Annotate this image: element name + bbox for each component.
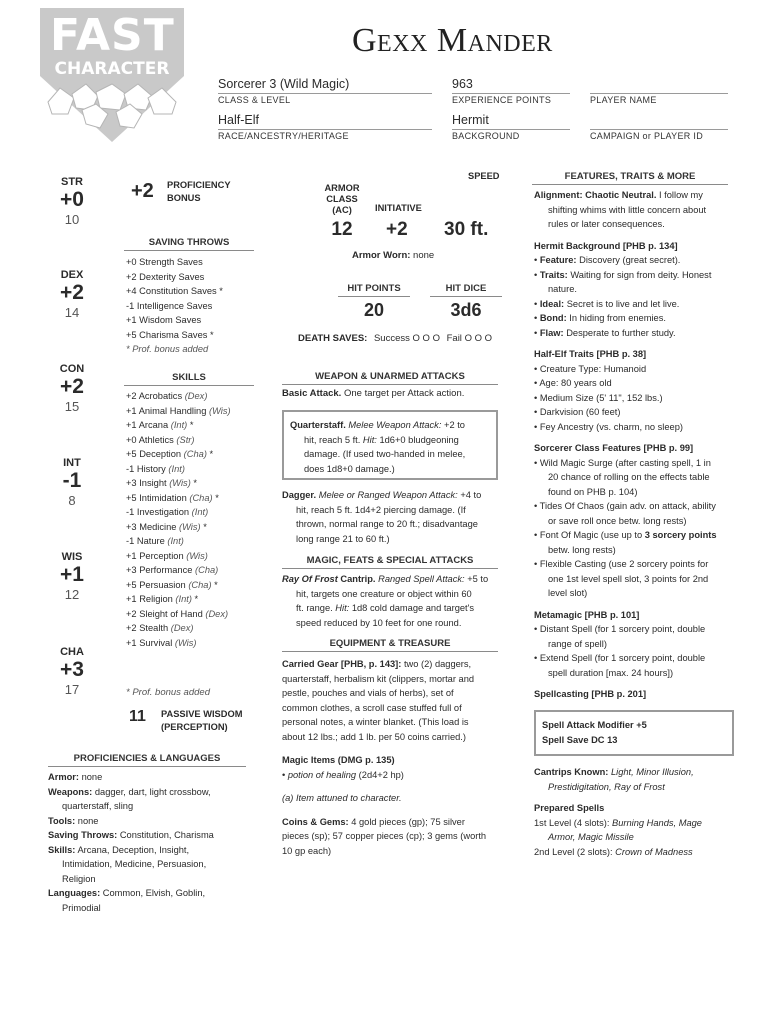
level1-spells: Armor, Magic Missile xyxy=(548,832,634,842)
saving-throws-note: * Prof. bonus added xyxy=(126,344,209,354)
ideal-text: Secret is to live and let live. xyxy=(566,298,680,309)
languages-value: Common, Elvish, Goblin, xyxy=(102,888,206,898)
dagger-text: hit, reach 5 ft. 1d4+2 piercing damage. (If xyxy=(296,504,466,515)
ability-score: 15 xyxy=(64,399,80,414)
death-saves xyxy=(298,332,492,347)
character-name: Gexx Mander xyxy=(352,22,553,59)
half-elf-trait: Fey Ancestry (vs. charm, no sleep) xyxy=(539,421,683,432)
skills-header: SKILLS xyxy=(124,372,254,386)
skill-row xyxy=(126,607,231,622)
ability-name: STR xyxy=(61,176,83,188)
basic-attack xyxy=(282,387,502,402)
skill-value: +2 xyxy=(126,391,137,401)
traits-text: Waiting for sign from deity. Honest xyxy=(570,269,712,280)
feature-text: Discovery (great secret). xyxy=(579,255,681,265)
skill-name: Arcana xyxy=(138,420,169,430)
skill-name: Stealth xyxy=(139,623,169,633)
ac-label-1: ARMOR xyxy=(324,183,360,193)
carried-gear-text: pestle, pouches and vials of herbs), set of xyxy=(282,688,454,698)
skill-value: +1 xyxy=(126,550,137,561)
saving-throw-item: +4 Constitution Saves * xyxy=(126,286,223,296)
skill-ability: (Int) xyxy=(170,420,188,430)
race-label: RACE/ANCESTRY/HERITAGE xyxy=(218,131,349,141)
ac-label-3: (AC) xyxy=(332,205,352,215)
skill-ability: (Wis) xyxy=(208,405,231,416)
ray-of-frost-text: 1d8 cold damage and target's xyxy=(351,603,475,613)
skill-row xyxy=(126,636,231,651)
hermit-background-title: Hermit Background [PHB p. 134] xyxy=(534,240,678,251)
ability-name: WIS xyxy=(61,551,83,563)
skill-value: +3 xyxy=(126,478,137,488)
campaign-label: CAMPAIGN or PLAYER ID xyxy=(590,131,703,141)
coins-text: pieces (sp); 57 copper pieces (cp); 3 gems (worth xyxy=(282,831,487,841)
level2-spells: Crown of Madness xyxy=(615,846,693,857)
alignment-text: shifting whims with little concern about xyxy=(548,204,707,215)
skill-value: +2 xyxy=(126,608,137,619)
ability-name: CON xyxy=(59,363,85,375)
skills-note: * Prof. bonus added xyxy=(126,687,210,698)
skill-ability: (Int) xyxy=(175,594,192,604)
death-success-label: Success xyxy=(373,333,410,344)
quarterstaff-title: Quarterstaff. xyxy=(290,420,346,430)
quarterstaff-text: +2 to xyxy=(444,420,465,430)
cantrips-list: Prestidigitation, Ray of Frost xyxy=(548,781,665,792)
saving-prof-label: Saving Throws: xyxy=(48,830,118,840)
metamagic-item: range of spell) xyxy=(548,638,607,649)
ray-of-frost-hit: Hit: xyxy=(335,603,350,613)
skill-proficient: * xyxy=(194,594,199,604)
skill-ability: (Int) xyxy=(167,536,184,546)
quarterstaff-text: does 1d8+0 damage.) xyxy=(304,463,395,474)
equipment-list: Carried Gear [PHB, p. 143]: two (2) daggers, quarterstaff, herbalism kit (clippers, mortar and pestle, pouches and vials of herbs), set of common clothes, a scroll case stuffed full of personal notes, a winter blanket. (This load is about 12 lbs.; add 1 lb. per 50 coins carried.) Magic Items (DMG p. 135) • potion of healing (2d4+2 hp) (a) Item attuned to character. Coins & Gems: 4 gold pieces (gp); 75 silver pieces (sp); 57 copper pieces (cp); 3 gems (worth 10 gp each) xyxy=(282,657,502,858)
skill-name: Acrobatics xyxy=(138,391,183,401)
skill-value: +1 xyxy=(126,420,137,430)
passive-wisdom-label-2: (PERCEPTION) xyxy=(161,722,228,732)
proficiency-bonus-label-1: PROFICIENCY xyxy=(167,180,231,190)
sorcerer-feature: Tides Of Chaos (gain adv. on attack, ability xyxy=(539,501,716,511)
skill-value: +2 xyxy=(126,623,137,633)
level1-spells: Burning Hands, Mage xyxy=(612,817,702,828)
skills-prof-label: Skills: xyxy=(48,844,76,855)
skill-proficient: * xyxy=(214,579,218,590)
level1-label: 1st Level (4 slots): xyxy=(534,817,610,828)
coins-text: 10 gp each) xyxy=(282,845,332,856)
skill-value: +1 xyxy=(126,637,137,648)
armor-prof-value: none xyxy=(81,772,103,782)
cantrips-label: Cantrips Known: xyxy=(534,767,609,777)
flaw-label: Flaw: xyxy=(539,327,564,338)
skill-row xyxy=(126,549,231,564)
skill-ability: (Dex) xyxy=(170,623,194,633)
skill-value: +5 xyxy=(126,449,137,459)
hit-points-label: HIT POINTS xyxy=(338,283,410,297)
passive-wisdom-value: 11 xyxy=(129,708,146,725)
proficiency-bonus-value: +2 xyxy=(131,180,154,202)
features-list: Alignment: Chaotic Neutral. I follow my shifting whims with little concern about rules or later consequences. Hermit Background [PHB p. 134] • Feature: Discovery (great secret). • Traits: Waiting for sign from deity. Honest nature. • Ideal: Secret is to live and let live. • Bond: In hiding from enemies. • Flaw: Desperate to further study. Half-Elf Traits [PHB p. 38] • Creature Type: Humanoid • Age: 80 years old • Medium Size (5' 11", 152 lbs.) • Darkvision (60 feet) • Fey Ancestry (vs. charm, no sleep) Sorcerer Class Features [PHB p. 99] • Wild Magic Surge (after casting spell, 1 in 20 chance of rolling on the effects table found on PHB p. 104) • Tides Of Chaos (gain adv. on attack, ability or save roll once betw. long rests) • Font Of Magic (use up to 3 sorcery points betw. long rests) • Flexible Casting (use 2 sorcery points for one 1st level spell slot, 3 points for 2nd level slot) Metamagic [PHB p. 101] • Distant Spell (for 1 sorcery point, double range of spell) • Extend Spell (for 1 sorcery point, double spell duration [max. 24 hours]) Spellcasting [PHB p. 201] xyxy=(534,188,734,702)
skills-list xyxy=(126,389,231,650)
skill-row xyxy=(126,621,231,636)
ability-score: 14 xyxy=(64,305,80,320)
dagger-text: +4 to xyxy=(460,490,482,500)
skill-name: Perception xyxy=(139,550,184,561)
metamagic-item: Extend Spell (for 1 sorcery point, double xyxy=(539,653,706,663)
attuned-note: (a) Item attuned to character. xyxy=(282,793,402,803)
passive-wisdom-label-1: PASSIVE WISDOM xyxy=(161,709,243,719)
fast-character-logo xyxy=(38,6,186,146)
skill-ability: (Str) xyxy=(176,434,195,445)
spell-attack-modifier: Spell Attack Modifier +5 xyxy=(542,720,647,730)
ability-score: 12 xyxy=(64,587,80,602)
ability-int xyxy=(46,457,98,508)
skills-prof-value-2: Intimidation, Medicine, Persuasion, xyxy=(62,859,207,869)
skill-ability: (Dex) xyxy=(205,608,229,619)
dagger-type: Melee or Ranged Weapon Attack: xyxy=(318,490,458,500)
dagger-attack xyxy=(282,488,502,546)
skill-row xyxy=(126,491,231,506)
skill-proficient: * xyxy=(203,521,207,532)
skill-value: -1 xyxy=(126,463,135,474)
armor-prof-label: Armor: xyxy=(48,772,79,782)
skill-name: Intimidation xyxy=(139,492,187,503)
skill-proficient: * xyxy=(189,420,194,430)
bond-label: Bond: xyxy=(539,313,567,323)
spells-list xyxy=(534,765,734,859)
armor-worn-value: none xyxy=(413,250,435,261)
languages-label: Languages: xyxy=(48,888,101,898)
sorcerer-feature: 20 chance of rolling on the effects table xyxy=(548,472,710,482)
skill-row xyxy=(126,447,231,462)
skill-ability: (Cha) xyxy=(195,565,219,575)
proficiencies-list xyxy=(48,770,248,915)
traits-text: nature. xyxy=(548,284,577,294)
sorcerer-feature: or save roll once betw. long rests) xyxy=(548,515,687,526)
death-fail-circles[interactable]: O O O xyxy=(464,333,493,344)
dagger-text: long range 21 to 60 ft.) xyxy=(296,533,390,544)
ability-score: 17 xyxy=(64,682,80,697)
speed-value: 30 ft. xyxy=(444,219,489,240)
sorcerer-feature: Wild Magic Surge (after casting spell, 1 in xyxy=(539,457,711,468)
skill-row xyxy=(126,592,231,607)
level2-label: 2nd Level (2 slots): xyxy=(534,846,613,857)
ability-wis xyxy=(46,551,98,602)
sorcerer-feature: one 1st level spell slot, 3 points for 2nd xyxy=(548,573,709,584)
traits-label: Traits: xyxy=(539,269,568,280)
spell-save-dc: Spell Save DC 13 xyxy=(542,734,618,745)
skill-name: Nature xyxy=(136,536,165,546)
xp-value: 963 xyxy=(452,77,473,91)
ability-modifier: +3 xyxy=(60,658,84,681)
saving-throws-list xyxy=(126,255,223,357)
skill-name: History xyxy=(136,463,166,474)
half-elf-trait: Medium Size (5' 11", 152 lbs.) xyxy=(539,392,663,403)
equipment-header: EQUIPMENT & TREASURE xyxy=(282,638,498,652)
skill-value: +1 xyxy=(126,594,137,604)
ray-of-frost-text: ft. range. xyxy=(296,603,333,613)
skill-proficient: * xyxy=(209,449,214,459)
carried-gear-text: about 12 lbs.; add 1 lb. per 50 coins carried.) xyxy=(282,731,466,742)
quarterstaff-text: 1d6+0 bludgeoning xyxy=(379,434,459,445)
ray-of-frost-text: +5 to xyxy=(467,574,489,584)
tools-prof-label: Tools: xyxy=(48,815,76,826)
skill-row xyxy=(126,476,231,491)
skill-value: +3 xyxy=(126,565,137,575)
carried-gear-label: Carried Gear [PHB, p. 143]: xyxy=(282,659,402,669)
initiative-label: INITIATIVE xyxy=(375,203,422,213)
alignment-text: rules or later consequences. xyxy=(548,219,665,229)
ability-name: INT xyxy=(63,457,81,469)
coins-label: Coins & Gems: xyxy=(282,816,349,827)
dagger-text: thrown, normal range to 20 ft.; disadvantage xyxy=(296,519,478,529)
ability-name: DEX xyxy=(60,269,84,281)
ability-dex xyxy=(46,269,98,320)
skill-ability: (Cha) xyxy=(189,492,213,503)
saving-throws-header: SAVING THROWS xyxy=(124,237,254,251)
dagger-title: Dagger. xyxy=(282,490,317,500)
half-elf-trait: Creature Type: Humanoid xyxy=(539,363,647,374)
skill-row xyxy=(126,418,231,433)
logo-fast-text: FAST xyxy=(50,10,175,61)
player-name-label: PLAYER NAME xyxy=(590,95,657,105)
saving-throw-item: -1 Intelligence Saves xyxy=(126,300,213,311)
ray-of-frost-title: Ray Of Frost xyxy=(282,574,338,584)
basic-attack-label: Basic Attack. xyxy=(282,388,342,399)
skill-value: +5 xyxy=(126,579,137,590)
sorcerer-features-title: Sorcerer Class Features [PHB p. 99] xyxy=(534,443,694,453)
skill-value: +5 xyxy=(126,492,137,503)
ability-str xyxy=(46,176,98,227)
skill-value: +1 xyxy=(126,405,137,416)
logo-character-text: CHARACTER xyxy=(54,59,170,79)
saving-throw-item: +2 Dexterity Saves xyxy=(126,271,205,282)
magic-item-name: potion of healing xyxy=(287,769,357,780)
background-value: Hermit xyxy=(452,113,489,127)
skill-ability: (Wis) xyxy=(169,478,191,488)
skill-ability: (Dex) xyxy=(184,391,208,401)
sorcery-points: 3 sorcery points xyxy=(644,530,717,540)
skill-ability: (Wis) xyxy=(186,550,208,561)
skill-row xyxy=(126,578,231,593)
skill-name: Medicine xyxy=(139,521,177,532)
proficiency-bonus-label-2: BONUS xyxy=(167,193,201,203)
flaw-text: Desperate to further study. xyxy=(566,327,676,338)
skill-ability: (Cha) xyxy=(188,579,212,590)
ac-label-2: CLASS xyxy=(326,194,358,204)
weapons-prof-value: dagger, dart, light crossbow, xyxy=(94,786,211,797)
quarterstaff-attack xyxy=(290,418,494,476)
armor-worn xyxy=(352,249,434,264)
bond-text: In hiding from enemies. xyxy=(569,313,666,323)
ability-modifier: +1 xyxy=(60,563,84,586)
ray-of-frost-text: speed reduced by 10 feet for one round. xyxy=(296,617,462,628)
skill-row xyxy=(126,462,231,477)
skill-proficient: * xyxy=(193,478,198,488)
class-level-label: CLASS & LEVEL xyxy=(218,95,291,105)
skill-ability: (Wis) xyxy=(179,521,201,532)
sorcerer-feature: found on PHB p. 104) xyxy=(548,486,638,497)
alignment-label: Alignment: Chaotic Neutral. xyxy=(534,190,657,200)
skill-row xyxy=(126,505,231,520)
skills-prof-value: Arcana, Deception, Insight, xyxy=(77,844,190,855)
coins-text: 4 gold pieces (gp); 75 silver xyxy=(351,816,465,827)
magic-items-label: Magic Items (DMG p. 135) xyxy=(282,755,395,765)
ability-score: 10 xyxy=(64,212,80,227)
skill-row xyxy=(126,520,231,535)
skill-row xyxy=(126,534,231,549)
carried-gear-text: two (2) daggers, xyxy=(403,659,472,669)
skill-name: Investigation xyxy=(136,507,190,517)
saving-throw-item: +0 Strength Saves xyxy=(126,257,203,267)
quarterstaff-hit: Hit: xyxy=(362,434,377,445)
speed-label: SPEED xyxy=(468,171,500,181)
skill-name: Persuasion xyxy=(139,579,186,590)
saving-throw-item: +1 Wisdom Saves xyxy=(126,315,202,325)
skill-ability: (Int) xyxy=(168,463,185,474)
attacks-header: WEAPON & UNARMED ATTACKS xyxy=(282,371,498,385)
saving-throw-item: +5 Charisma Saves * xyxy=(126,329,214,340)
metamagic-item: Distant Spell (for 1 sorcery point, double xyxy=(539,624,706,634)
carried-gear-text: common clothes, a scroll case stuffed full of xyxy=(282,702,462,713)
sorcerer-feature: level slot) xyxy=(548,588,588,598)
ability-modifier: +0 xyxy=(60,188,84,211)
magic-item-detail: (2d4+2 hp) xyxy=(358,769,404,780)
skill-ability: (Int) xyxy=(191,507,209,517)
xp-label: EXPERIENCE POINTS xyxy=(452,95,552,105)
basic-attack-text: One target per Attack action. xyxy=(343,388,465,399)
skill-ability: (Cha) xyxy=(183,449,207,459)
skill-proficient: * xyxy=(215,492,219,503)
skill-name: Animal Handling xyxy=(138,405,207,416)
skill-row xyxy=(126,389,231,404)
skill-row xyxy=(126,433,231,448)
background-label: BACKGROUND xyxy=(452,131,520,141)
ability-name: CHA xyxy=(60,646,84,658)
ac-value: 12 xyxy=(331,219,353,240)
hit-points-value: 20 xyxy=(363,300,385,320)
sorcerer-feature: Font Of Magic (use up to xyxy=(539,530,643,540)
quarterstaff-text: damage. (If used two-handed in melee, xyxy=(304,449,466,459)
feature-label: Feature: xyxy=(539,255,577,265)
ray-of-frost-text: hit, targets one creature or object within 60 xyxy=(296,588,472,599)
hit-dice-value: 3d6 xyxy=(450,300,482,320)
initiative-value: +2 xyxy=(386,219,408,240)
cantrips-list: Light, Minor Illusion, xyxy=(610,767,694,777)
skill-name: Athletics xyxy=(138,434,174,445)
skill-name: Sleight of Hand xyxy=(139,608,203,619)
quarterstaff-type: Melee Weapon Attack: xyxy=(348,420,442,430)
weapons-prof-label: Weapons: xyxy=(48,786,93,797)
carried-gear-text: quarterstaff, herbalism kit (clippers, mortar and xyxy=(282,673,475,684)
skill-value: -1 xyxy=(126,507,135,517)
prepared-spells-title: Prepared Spells xyxy=(534,803,605,813)
skill-row xyxy=(126,404,231,419)
proficiencies-header: PROFICIENCIES & LANGUAGES xyxy=(48,753,246,767)
half-elf-trait: Age: 80 years old xyxy=(539,378,612,388)
ability-modifier: -1 xyxy=(62,469,82,492)
magic-header: MAGIC, FEATS & SPECIAL ATTACKS xyxy=(282,555,498,569)
features-header: FEATURES, TRAITS & MORE xyxy=(532,171,728,185)
death-success-circles[interactable]: O O O xyxy=(412,333,440,344)
ability-con xyxy=(46,363,98,414)
class-level-value: Sorcerer 3 (Wild Magic) xyxy=(218,77,350,91)
weapons-prof-value-2: quarterstaff, sling xyxy=(62,801,134,811)
skill-name: Insight xyxy=(139,478,167,488)
spell-stats xyxy=(542,718,647,747)
alignment-text: I follow my xyxy=(659,190,703,200)
armor-worn-label: Armor Worn: xyxy=(352,250,411,261)
tools-prof-value: none xyxy=(77,815,99,826)
ray-of-frost xyxy=(282,572,502,630)
spellcasting-title: Spellcasting [PHB p. 201] xyxy=(534,689,647,699)
sorcerer-feature: betw. long rests) xyxy=(548,544,616,555)
saving-prof-value: Constitution, Charisma xyxy=(119,830,214,840)
skill-name: Religion xyxy=(139,594,173,604)
metamagic-item: spell duration [max. 24 hours]) xyxy=(548,667,674,678)
carried-gear-text: personal notes, a winter blanket. (This load is xyxy=(282,717,469,727)
half-elf-trait: Darkvision (60 feet) xyxy=(539,407,621,417)
ideal-label: Ideal: xyxy=(539,298,565,309)
skill-value: +0 xyxy=(126,434,137,445)
skills-prof-value-3: Religion xyxy=(62,873,96,884)
ability-modifier: +2 xyxy=(60,281,84,304)
ray-of-frost-type: Ranged Spell Attack: xyxy=(378,574,465,584)
sorcerer-feature: Flexible Casting (use 2 sorcery points for xyxy=(539,559,709,569)
death-saves-label: DEATH SAVES: xyxy=(298,333,368,344)
race-value: Half-Elf xyxy=(218,113,259,127)
skill-name: Survival xyxy=(139,637,173,648)
languages-value-2: Primodial xyxy=(62,902,101,913)
skill-name: Deception xyxy=(139,449,182,459)
ability-modifier: +2 xyxy=(60,375,84,398)
half-elf-traits-title: Half-Elf Traits [PHB p. 38] xyxy=(534,349,647,359)
skill-value: +3 xyxy=(126,521,137,532)
skill-ability: (Wis) xyxy=(174,637,197,648)
hit-dice-label: HIT DICE xyxy=(430,283,502,297)
skill-value: -1 xyxy=(126,536,135,546)
skill-row xyxy=(126,563,231,578)
ability-score: 8 xyxy=(68,493,76,508)
skill-name: Performance xyxy=(139,565,193,575)
death-fail-label: Fail xyxy=(446,333,462,344)
ray-of-frost-cantrip: Cantrip. xyxy=(340,574,376,584)
ability-cha xyxy=(46,646,98,697)
quarterstaff-text: hit, reach 5 ft. xyxy=(304,434,361,445)
metamagic-title: Metamagic [PHB p. 101] xyxy=(534,609,640,620)
